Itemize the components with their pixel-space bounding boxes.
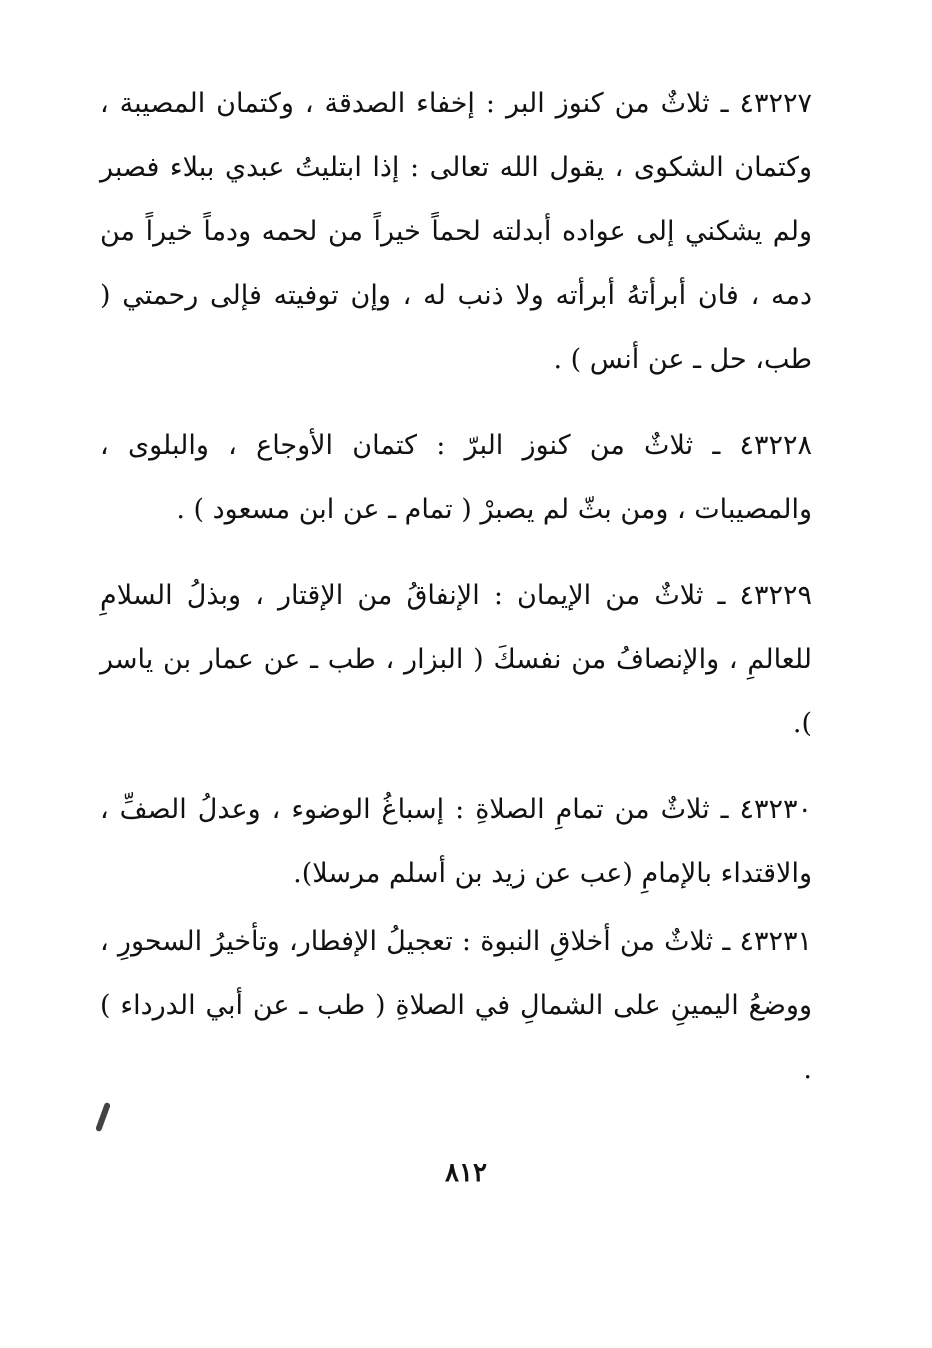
page-number: ٨١٢ bbox=[445, 1158, 487, 1188]
hadith-entry-43229: ٤٣٢٢٩ ـ ثلاثٌ من الإيمان : الإنفاقُ من الإقتار ، وبذلُ السلامِ للعالمِ ، والإنصافُ من نفسكَ ( البزار ، طب ـ عن عمار بن ياسر ). bbox=[100, 580, 812, 739]
document-page bbox=[100, 72, 812, 1102]
hadith-entry-43230: ٤٣٢٣٠ ـ ثلاثٌ من تمامِ الصلاةِ : إسباغُ الوضوء ، وعدلُ الصفِّ ، والاقتداء بالإمامِ (عب عن زيد بن أسلم مرسلا). bbox=[100, 794, 812, 889]
hadith-entry-43228: ٤٣٢٢٨ ـ ثلاثٌ من كنوز البرّ : كتمان الأوجاع ، والبلوى ، والمصيبات ، ومن بثّ لم يصبرْ ( تمام ـ عن ابن مسعود ) . bbox=[100, 430, 812, 525]
ink-mark bbox=[95, 1102, 111, 1132]
hadith-entry-43231: ٤٣٢٣١ ـ ثلاثٌ من أخلاقِ النبوة : تعجيلُ الإفطار، وتأخيرُ السحورِ ، ووضعُ اليمينِ على الشمالِ في الصلاةِ ( طب ـ عن أبي الدرداء ) . bbox=[100, 926, 812, 1085]
hadith-entry-43227: ٤٣٢٢٧ ـ ثلاثٌ من كنوز البر : إخفاء الصدقة ، وكتمان المصيبة ، وكتمان الشكوى ، يقول الله تعالى : إذا ابتليتُ عبدي ببلاء فصبر ولم يشكني إلى عواده أبدلته لحماً خيراً من لحمه ودماً خيراً من دمه ، فان أبرأتهُ أبرأته ولا ذنب له ، وإن توفيته فإلى رحمتي ( طب، حل ـ عن أنس ) . bbox=[100, 88, 812, 375]
